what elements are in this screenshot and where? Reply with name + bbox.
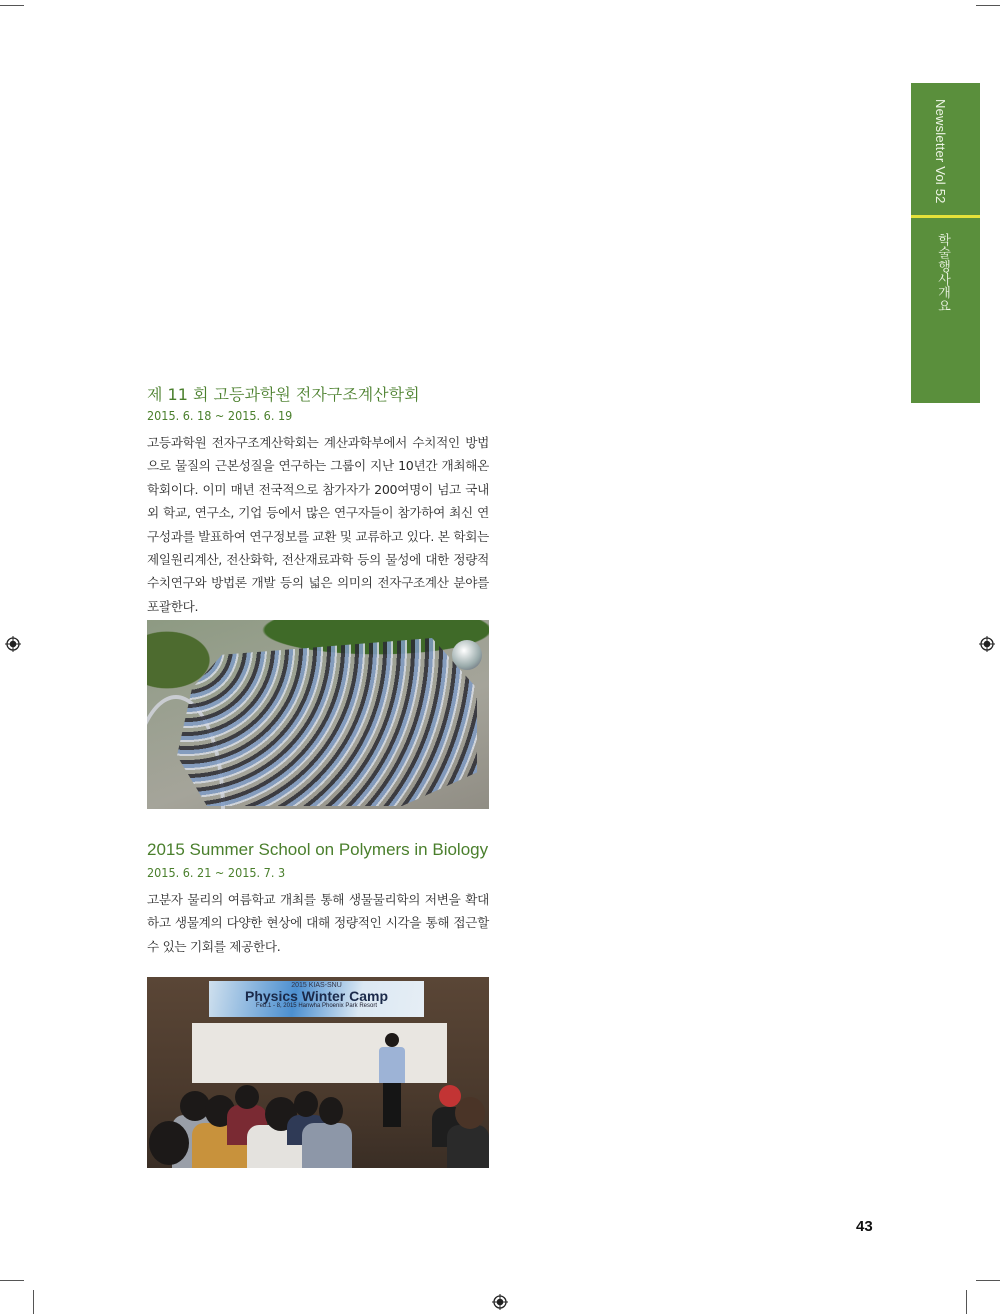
registration-mark-bottom-icon: [492, 1294, 508, 1310]
section-date: 2015. 6. 21 ~ 2015. 7. 3: [147, 865, 286, 880]
section-title: 2015 Summer School on Polymers in Biology: [147, 840, 489, 859]
crop-mark-top-left: [0, 5, 24, 6]
whiteboard: [192, 1023, 447, 1083]
crop-mark-top-right: [976, 5, 1000, 6]
registration-mark-left-icon: [5, 636, 21, 652]
crop-mark-bottom-left-h: [0, 1280, 24, 1281]
group-photo: [147, 620, 489, 809]
banner-line-3: Feb.1 - 8, 2015 Hanwha Phoenix Park Resort: [255, 1003, 378, 1009]
banner-line-1: 2015 KIAS-SNU: [291, 982, 342, 989]
audience: [147, 1085, 489, 1168]
side-tab: [911, 83, 980, 403]
section-body: 고등과학원 전자구조계산학회는 계산과학부에서 수치적인 방법으로 물질의 근본성질을 연구하는 그룹이 지난 10년간 개최해온 학회이다. 이미 매년 전국적으로 참가자가 200여명이 넘고 국내외 학교, 연구소, 기업 등에서 많은 연구자들이 참가하여 최신 연구성과를 발표하여 연구정보를 교환 및 교류하고 있다. 본 학회는 제일원리계산, 전산화학, 전산재료과학 등의 물성에 대한 정량적 수치연구와 방법론 개발 등의 넓은 의미의 전자구조계산 분야를 포괄한다.: [147, 435, 489, 614]
section-body: 고분자 물리의 여름학교 개최를 통해 생물물리학의 저변을 확대하고 생물계의 다양한 현상에 대해 정량적인 시각을 통해 접근할 수 있는 기회를 제공한다.: [147, 892, 489, 954]
section-date: 2015. 6. 18 ~ 2015. 6. 19: [147, 408, 293, 423]
newsletter-label: Newsletter Vol 52: [933, 99, 948, 204]
banner-line-2: Physics Winter Camp: [244, 988, 389, 1004]
crop-mark-bottom-right-v: [966, 1290, 967, 1314]
photo-banner: [209, 981, 424, 1017]
lecture-photo: [147, 977, 489, 1168]
category-label: 학술행사개요: [935, 233, 950, 313]
crowd: [177, 638, 477, 806]
page-number: 43: [856, 1218, 873, 1235]
crop-mark-bottom-left-v: [33, 1290, 34, 1314]
crop-mark-bottom-right-h: [976, 1280, 1000, 1281]
tab-divider: [911, 215, 980, 218]
sphere-sculpture: [452, 640, 482, 670]
registration-mark-right-icon: [979, 636, 995, 652]
section-title: 제 11 회 고등과학원 전자구조계산학회: [147, 385, 420, 404]
